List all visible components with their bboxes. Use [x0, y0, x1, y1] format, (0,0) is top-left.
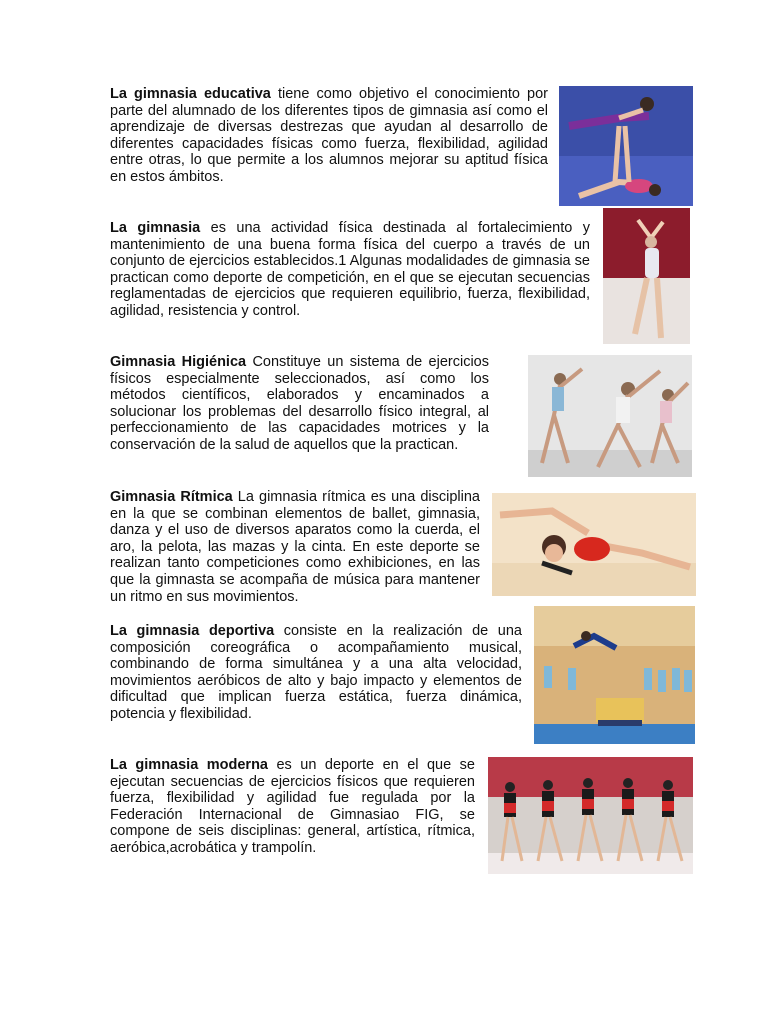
- heading-gimnasia-ritmica: Gimnasia Rítmica: [110, 489, 233, 505]
- photo-stretching-group: [528, 355, 692, 477]
- paragraph-gimnasia-higienica: [110, 354, 489, 454]
- photo-acrobatic-gymnastics: [559, 86, 693, 206]
- heading-gimnasia-educativa: La gimnasia educativa: [110, 86, 271, 102]
- paragraph-gimnasia-ritmica: [110, 489, 480, 605]
- body-la-gimnasia: es una actividad física destinada al fortalecimiento y mantenimiento de una buena forma física del cuerpo a través de un conjunto de ejercicios establecidos.1 Algunas modalidades de gimnasia se practican como deporte de competición, en el que se ejecutan secuencias reglamentadas de ejercicios que requieren equilibrio, fuerza, flexibilidad, agilidad, resistencia y control.: [110, 220, 590, 319]
- heading-gimnasia-higienica: Gimnasia Higiénica: [110, 354, 247, 370]
- paragraph-la-gimnasia: [110, 220, 590, 320]
- photo-vaulting-gym: [534, 606, 695, 744]
- body-gimnasia-higienica: Constituye un sistema de ejercicios físicos especialmente seleccionados, así como los métodos científicos, elaborados y encaminados a solucionar los problemas del desarrollo físico integral, al perfeccionamiento de las capacidades motrices y la conservación de la salud de aquellos que la practican.: [110, 354, 489, 453]
- body-gimnasia-educativa: tiene como objetivo el conocimiento por parte del alumnado de los diferentes tipos de gimnasia así como el aprendizaje de diversas destrezas que ayudan al desarrollo de diferentes capacidades físicas como fuerza, flexibilidad, agilidad entre otras, lo que permite a los alumnos mejorar su aptitud física en estos ámbitos.: [110, 86, 549, 185]
- photo-rhythmic-gymnast: [492, 493, 696, 596]
- body-gimnasia-deportiva: consiste en la realización de una composición coreográfica o acompañamiento musical, combinando de forma simultánea y a una alta velocidad, movimientos aeróbicos de alto y bajo impacto y elementos de dificultad que implican fuerza estática, fuerza dinámica, potencia y flexibilidad.: [110, 623, 522, 722]
- body-gimnasia-moderna: es un deporte en el que se ejecutan secuencias de ejercicios físicos que requieren fuerza, flexibilidad y agilidad fue regulada por la Federación Internacional de Gimnasiao FIG, se compone de seis disciplinas: general, artística, rítmica, aeróbica,acrobática y trampolín.: [110, 757, 475, 856]
- heading-gimnasia-moderna: La gimnasia moderna: [110, 757, 268, 773]
- body-gimnasia-ritmica: La gimnasia rítmica es una disciplina en la que se combinan elementos de ballet, gimnasia, danza y el uso de diversos aparatos como la cuerda, el aro, la pelota, las mazas y la cinta. En este deporte se realizan tanto competiciones como exhibiciones, en las que la gimnasta se acompaña de música para mantener un ritmo en sus movimientos.: [110, 489, 480, 605]
- heading-gimnasia-deportiva: La gimnasia deportiva: [110, 623, 275, 639]
- paragraph-gimnasia-educativa: [110, 86, 548, 186]
- paragraph-gimnasia-deportiva: [110, 623, 522, 723]
- paragraph-gimnasia-moderna: [110, 757, 475, 857]
- photo-group-gymnasts: [488, 757, 693, 874]
- photo-artistic-gymnast: [603, 208, 690, 344]
- heading-la-gimnasia: La gimnasia: [110, 220, 201, 236]
